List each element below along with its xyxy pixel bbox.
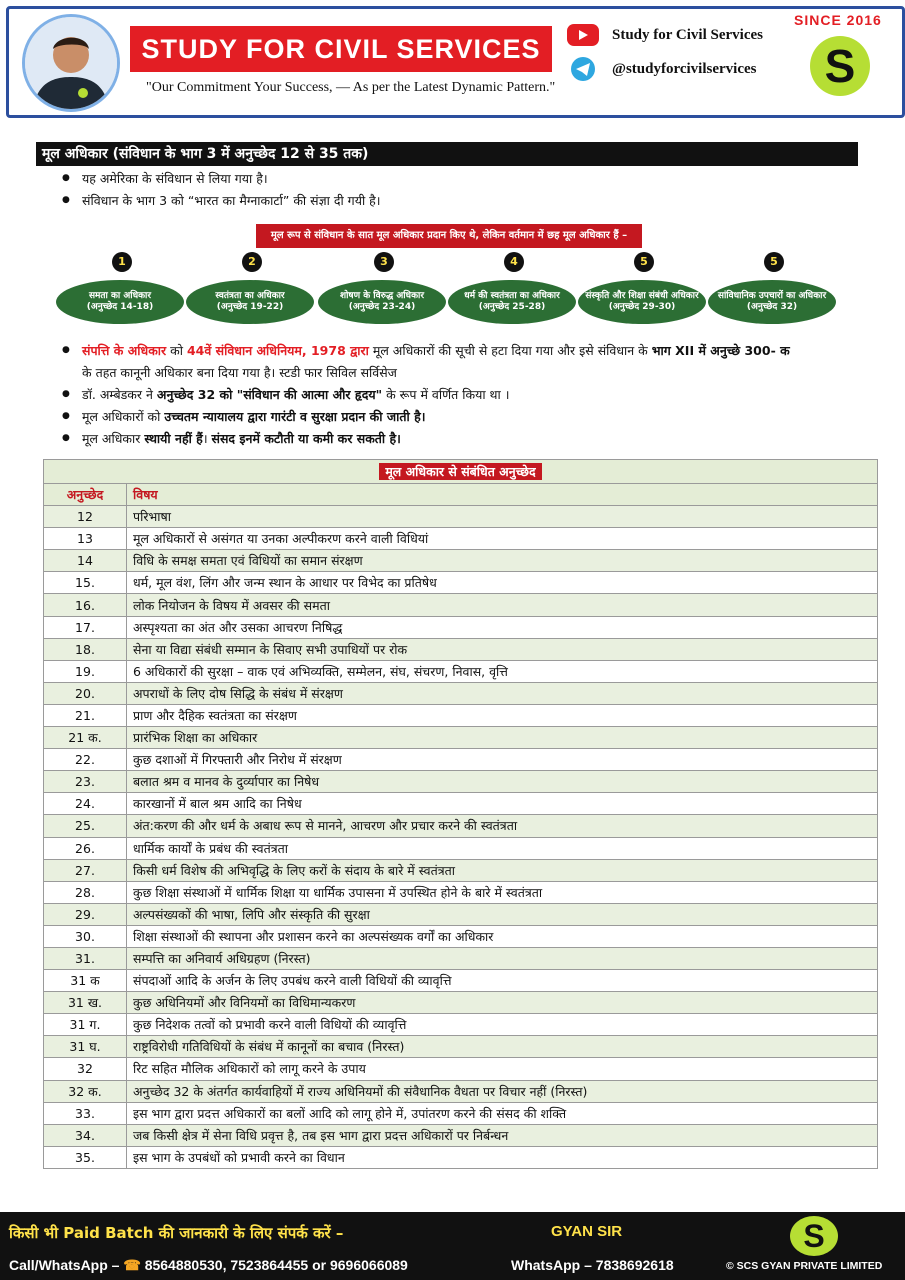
table-row [44, 925, 878, 947]
article-subject: इस भाग के उपबंधों को प्रभावी करने का विधान [127, 1146, 878, 1168]
article-subject: अस्पृश्यता का अंत और उसका आचरण निषिद्ध [127, 616, 878, 638]
article-subject: धर्म, मूल वंश, लिंग और जन्म स्थान के आधार पर विभेद का प्रतिषेध [127, 572, 878, 594]
telegram-label: @studyforcivilservices [612, 60, 757, 77]
article-number: 34. [44, 1124, 127, 1146]
footer-name: GYAN SIR [551, 1223, 623, 1240]
table-row [44, 1058, 878, 1080]
article-number: 16. [44, 594, 127, 616]
right-chip: 2 स्वतंत्रता का अधिकार (अनुच्छेद 19-22) [186, 280, 314, 324]
article-subject: राष्ट्रविरोधी गतिविधियों के संबंध में कानूनों का बचाव (निरस्त) [127, 1036, 878, 1058]
article-subject: संपदाओं आदि के अर्जन के लिए उपबंध करने वाली विधियों की व्यावृत्ति [127, 970, 878, 992]
article-number: 31. [44, 947, 127, 969]
table-row [44, 970, 878, 992]
table-header-row [44, 484, 878, 506]
article-number: 26. [44, 837, 127, 859]
article-subject: धार्मिक कार्यों के प्रबंध की स्वतंत्रता [127, 837, 878, 859]
table-row [44, 594, 878, 616]
article-number: 21 क. [44, 727, 127, 749]
phone-icon: ☎ [123, 1257, 141, 1273]
article-subject: किसी धर्म विशेष की अभिवृद्धि के लिए करों के संदाय के बारे में स्वतंत्रता [127, 859, 878, 881]
footer-copyright: © SCS GYAN PRIVATE LIMITED [726, 1260, 883, 1272]
list-item: ● मूल अधिकार स्थायी नहीं हैं। संसद इनमें कटौती या कमी कर सकती है। [62, 428, 862, 450]
article-number: 19. [44, 660, 127, 682]
article-number: 35. [44, 1146, 127, 1168]
article-subject: लोक नियोजन के विषय में अवसर की समता [127, 594, 878, 616]
rights-chips [56, 252, 846, 324]
table-row [44, 749, 878, 771]
brand-logo: S [810, 36, 870, 96]
table-row [44, 638, 878, 660]
article-subject: शिक्षा संस्थाओं की स्थापना और प्रशासन करने का अल्पसंख्यक वर्गों का अधिकार [127, 925, 878, 947]
article-number: 21. [44, 704, 127, 726]
footer-call[interactable]: Call/WhatsApp – ☎ 8564880530, 7523864455 or 9696066089 [9, 1257, 408, 1273]
table-row [44, 506, 878, 528]
article-number: 30. [44, 925, 127, 947]
youtube-icon [566, 23, 600, 47]
article-subject: कुछ दशाओं में गिरफ्तारी और निरोध में संरक्षण [127, 749, 878, 771]
article-subject: कुछ निदेशक तत्वों को प्रभावी करने वाली विधियों की व्यावृत्ति [127, 1014, 878, 1036]
chip-number: 5 [634, 252, 654, 272]
right-chip: 5 सांविधानिक उपचारों का अधिकार (अनुच्छेद 32) [708, 280, 836, 324]
telegram-icon [566, 57, 600, 81]
table-caption-row [44, 460, 878, 484]
table-row [44, 815, 878, 837]
intro-bullets [62, 168, 381, 212]
article-number: 17. [44, 616, 127, 638]
article-subject: प्राण और दैहिक स्वतंत्रता का संरक्षण [127, 704, 878, 726]
table-row [44, 1036, 878, 1058]
table-row [44, 1146, 878, 1168]
article-subject: 6 अधिकारों की सुरक्षा – वाक एवं अभिव्यक्ति, सम्मेलन, संघ, संचरण, निवास, वृत्ति [127, 660, 878, 682]
article-number: 32 [44, 1058, 127, 1080]
article-number: 33. [44, 1102, 127, 1124]
article-number: 31 क [44, 970, 127, 992]
article-subject: जब किसी क्षेत्र में सेना विधि प्रवृत्त है, तब इस भाग द्वारा प्रदत्त अधिकारों पर निर्बन्धन [127, 1124, 878, 1146]
footer-whatsapp[interactable]: WhatsApp – 7838692618 [511, 1257, 674, 1273]
table-row [44, 528, 878, 550]
article-subject: अनुच्छेद 32 के अंतर्गत कार्यवाहियों में राज्य अधिनियमों की संवैधानिक वैधता पर विचार नहीं (निरस्त) [127, 1080, 878, 1102]
table-row [44, 682, 878, 704]
list-item: ● संविधान के भाग 3 को “भारत का मैग्नाकार्टा” की संज्ञा दी गयी है। [62, 190, 381, 212]
col-subject-header: विषय [127, 484, 878, 506]
table-row [44, 837, 878, 859]
table-row [44, 947, 878, 969]
article-subject: मूल अधिकारों से असंगत या उनका अल्पीकरण करने वाली विधियां [127, 528, 878, 550]
article-subject: बलात श्रम व मानव के दुर्व्यापार का निषेध [127, 771, 878, 793]
table-row [44, 1124, 878, 1146]
list-item: ● संपत्ति के अधिकार को 44वें संविधान अधिनियम, 1978 द्वारा मूल अधिकारों की सूची से हटा दिया गया और इसे संविधान के भाग XII में अनुच्छे 300- क के तहत कानूनी अधिकार बना दिया गया है। स्टडी फार सिविल सर्विसेज [62, 340, 862, 384]
tagline: "Our Commitment Your Success, — As per the Latest Dynamic Pattern." [146, 80, 556, 95]
article-number: 29. [44, 903, 127, 925]
list-item: ● मूल अधिकारों को उच्चतम न्यायालय द्वारा गारंटी व सुरक्षा प्रदान की जाती है। [62, 406, 862, 428]
table-row [44, 793, 878, 815]
table-row [44, 550, 878, 572]
table-row [44, 859, 878, 881]
table-row [44, 1080, 878, 1102]
article-number: 20. [44, 682, 127, 704]
chip-number: 3 [374, 252, 394, 272]
table-row [44, 660, 878, 682]
article-subject: कुछ शिक्षा संस्थाओं में धार्मिक शिक्षा या धार्मिक उपासना में उपस्थित होने के बारे में स्वतंत्रता [127, 881, 878, 903]
article-number: 32 क. [44, 1080, 127, 1102]
right-chip: 1 समता का अधिकार (अनुच्छेद 14-18) [56, 280, 184, 324]
article-number: 22. [44, 749, 127, 771]
notes-bullets [62, 340, 862, 450]
brand-title: STUDY FOR CIVIL SERVICES [130, 26, 552, 72]
footer-logo: S [790, 1216, 838, 1256]
rights-banner: मूल रूप से संविधान के सात मूल अधिकार प्रदान किए थे, लेकिन वर्तमान में छह मूल अधिकार हैं – [256, 224, 642, 248]
avatar [22, 14, 120, 112]
page-header [0, 0, 905, 120]
article-number: 31 ग. [44, 1014, 127, 1036]
table-row [44, 1102, 878, 1124]
article-number: 25. [44, 815, 127, 837]
article-subject: परिभाषा [127, 506, 878, 528]
footer-contact-heading: किसी भी Paid Batch की जानकारी के लिए संपर्क करें – [9, 1224, 344, 1242]
article-subject: अल्पसंख्यकों की भाषा, लिपि और संस्कृति की सुरक्षा [127, 903, 878, 925]
articles-table [43, 459, 878, 1169]
chip-number: 5 [764, 252, 784, 272]
article-subject: इस भाग द्वारा प्रदत्त अधिकारों का बलों आदि को लागू होने में, उपांतरण करने की संसद की शक्ति [127, 1102, 878, 1124]
right-chip: 5 संस्कृति और शिक्षा संबंधी अधिकार (अनुच्छेद 29-30) [578, 280, 706, 324]
article-number: 15. [44, 572, 127, 594]
article-number: 27. [44, 859, 127, 881]
table-row [44, 771, 878, 793]
table-row [44, 903, 878, 925]
article-subject: सम्पत्ति का अनिवार्य अधिग्रहण (निरस्त) [127, 947, 878, 969]
table-row [44, 1014, 878, 1036]
article-number: 14 [44, 550, 127, 572]
youtube-label: Study for Civil Services [612, 26, 763, 43]
article-subject: अंत:करण की और धर्म के अबाध रूप से मानने, आचरण और प्रचार करने की स्वतंत्रता [127, 815, 878, 837]
section-title: मूल अधिकार (संविधान के भाग 3 में अनुच्छेद 12 से 35 तक) [36, 142, 858, 166]
article-number: 18. [44, 638, 127, 660]
chip-number: 1 [112, 252, 132, 272]
list-item: ● डॉ. अम्बेडकर ने अनुच्छेद 32 को "संविधान की आत्मा और हृदय" के रूप में वर्णित किया था । [62, 384, 862, 406]
article-subject: कारखानों में बाल श्रम आदि का निषेध [127, 793, 878, 815]
table-row [44, 727, 878, 749]
article-number: 12 [44, 506, 127, 528]
article-subject: विधि के समक्ष समता एवं विधियों का समान संरक्षण [127, 550, 878, 572]
article-number: 13 [44, 528, 127, 550]
youtube-link[interactable] [566, 22, 796, 48]
article-subject: प्रारंभिक शिक्षा का अधिकार [127, 727, 878, 749]
article-subject: रिट सहित मौलिक अधिकारों को लागू करने के उपाय [127, 1058, 878, 1080]
telegram-link[interactable] [566, 56, 796, 82]
table-row [44, 992, 878, 1014]
article-subject: कुछ अधिनियमों और विनियमों का विधिमान्यकरण [127, 992, 878, 1014]
right-chip: 3 शोषण के विरुद्ध अधिकार (अनुच्छेद 23-24) [318, 280, 446, 324]
article-subject: सेना या विद्या संबंधी सम्मान के सिवाए सभी उपाधियों पर रोक [127, 638, 878, 660]
col-article-header: अनुच्छेद [44, 484, 127, 506]
article-subject: अपराधों के लिए दोष सिद्धि के संबंध में संरक्षण [127, 682, 878, 704]
chip-number: 4 [504, 252, 524, 272]
table-caption: मूल अधिकार से संबंधित अनुच्छेद [379, 463, 541, 480]
table-row [44, 704, 878, 726]
since-year: SINCE 2016 [794, 12, 882, 28]
chip-number: 2 [242, 252, 262, 272]
article-number: 31 घ. [44, 1036, 127, 1058]
article-number: 28. [44, 881, 127, 903]
person-photo-icon [25, 17, 117, 109]
page-footer [0, 1212, 905, 1280]
article-number: 24. [44, 793, 127, 815]
list-item: ● यह अमेरिका के संविधान से लिया गया है। [62, 168, 381, 190]
article-number: 23. [44, 771, 127, 793]
right-chip: 4 धर्म की स्वतंत्रता का अधिकार (अनुच्छेद 25-28) [448, 280, 576, 324]
table-row [44, 572, 878, 594]
article-number: 31 ख. [44, 992, 127, 1014]
table-row [44, 616, 878, 638]
table-row [44, 881, 878, 903]
